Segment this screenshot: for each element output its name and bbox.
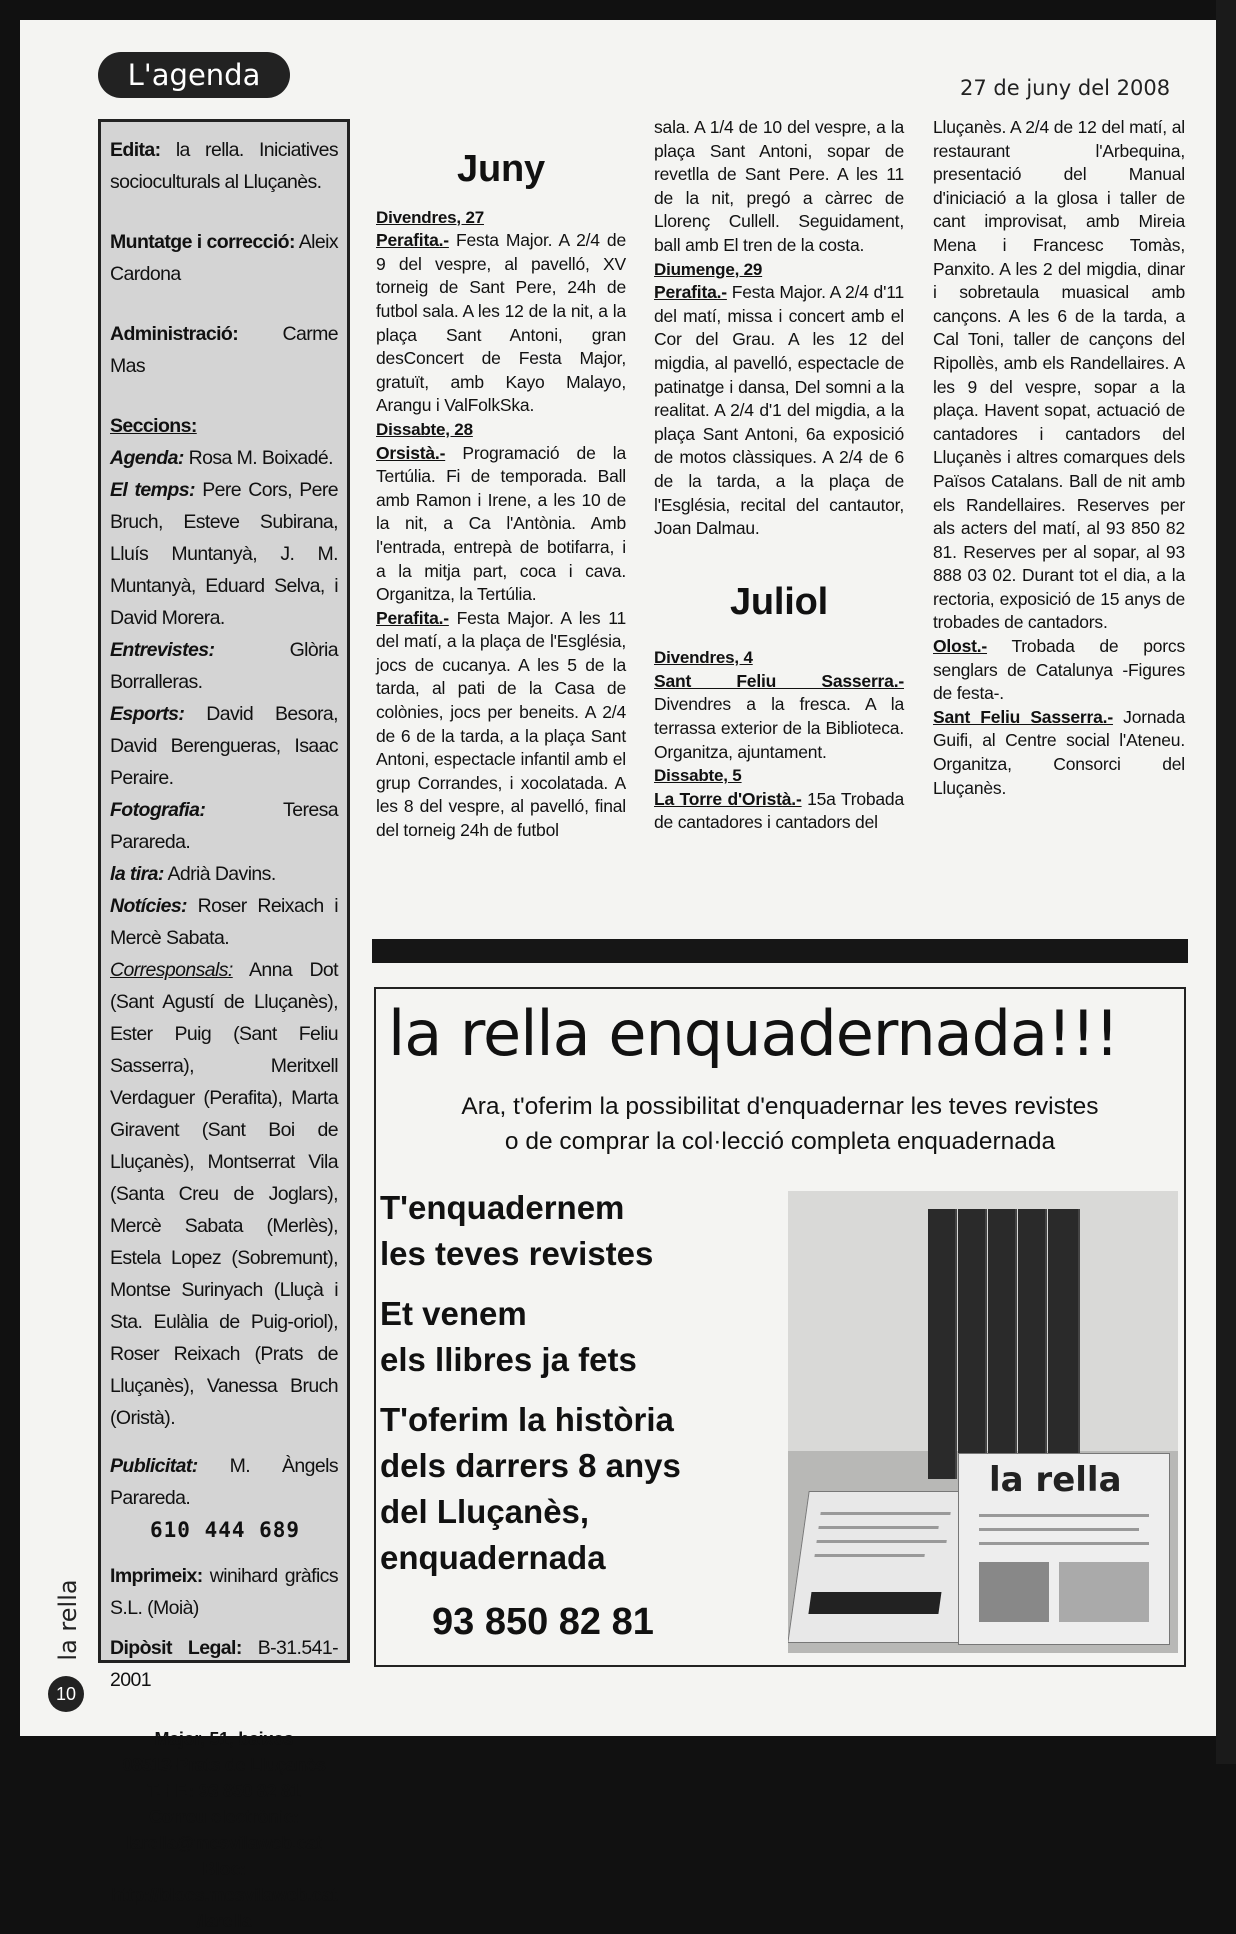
credit-muntatge: Muntatge i correcció: Aleix Cardona (110, 231, 338, 285)
date-heading: Divendres, 4 (654, 648, 753, 668)
credit-edita: Edita: la rella. Iniciatives socioculturals al Lluçanès. (110, 139, 338, 193)
book-spine (988, 1209, 1017, 1479)
credit-imprimeix: Imprimeix: winihard gràfics S.L. (Moià) (110, 1565, 338, 1619)
agenda-column-2 (654, 116, 904, 835)
month-heading-juliol: Juliol (729, 580, 829, 623)
seccions-heading: Seccions: (110, 415, 197, 437)
credit-noticies: Notícies: Roser Reixach i Mercè Sabata. (110, 895, 338, 949)
divider-bar (372, 939, 1188, 963)
email-link[interactable]: larella@mesvilaweb.cat (126, 1833, 322, 1853)
contact-address: Major, 51, baixos 08513-Prats de Lluçanès T. i F.: 93 850 82 81 Correu electrònic: larella@mesvilaweb.cat Bloc: http://blocs.mesvilaweb.cat /larella (111, 1729, 337, 1931)
credit-corresponsals: Corresponsals: Anna Dot (Sant Agustí de Lluçanès), Ester Puig (Sant Feliu Sasserra), Meritxell Verdaguer (Perafita), Marta Giravent (Sant Boi de Lluçanès), Montserrat Vila (Santa Creu de Joglars), Mercè Sabata (Merlès), Estela Lopez (Sobremunt), Montse Surinyach (Lluçà i Sta. Eulàlia de Puig-oriol), Roser Reixach (Prats de Lluçanès), Vanessa Bruch (Oristà). (110, 959, 338, 1429)
agenda-entry: Orsistà.- Programació de la Tertúlia. Fi de temporada. Ball amb Ramon i Irene, a les 10 de la nit, a Ca l'Antònia. Amb l'entrada, entrepà de botifarra, i a la mitja part, coca i cava. Organitza, la Tertúlia. (376, 442, 626, 605)
credit-diposit: Dipòsit Legal: B-31.541-2001 (110, 1637, 338, 1691)
credit-administracio: Administració: Carme Mas (110, 323, 338, 377)
credit-agenda: Agenda: Rosa M. Boixadé. (110, 447, 333, 469)
credit-temps: El temps: Pere Cors, Pere Bruch, Esteve Subirana, Lluís Muntanyà, J. M. Muntanyà, Eduard Selva, i David Morera. (110, 479, 338, 629)
agenda-entry: Perafita.- Festa Major. A les 11 del matí, a la plaça de l'Església, jocs de cucanya. A les 5 de la tarda, al pati de la Casa de colònies, jocs per beneits. A 2/4 de 6 de la tarda, a la plaça Sant Antoni, espectacle infantil amb el grup Corrandes, i xocolatada. A les 8 del vespre, al pavelló, final del torneig 24h de futbol (376, 607, 626, 841)
agenda-entry-continued: Lluçanès. A 2/4 de 12 del matí, al restaurant l'Arbequina, presentació del Manual d'iniciació a la glosa i taller de cant improvisat, amb Mireia Mena i Francesc Tomàs, Panxito. A les 2 del migdia, dinar i sobretaula muasical amb cançons. A les 6 de la tarda, a Cal Toni, taller de cançons del Ripollès, amb els Randellaires. A les 9 del vespre, sopar a la plaça. Havent sopat, actuació de cantadores i cantadors del Lluçanès i altres comarques dels Països Catalans. Ball de nit amb els Randellaires. Reserves per als acters del matí, al 93 850 82 81. Reserves per al sopar, al 93 888 03 02. Durant tot el dia, a la rectoria, exposició de 15 anys de trobades de cantadors. (933, 117, 1185, 633)
book-spine (1018, 1209, 1047, 1479)
agenda-entry: Perafita.- Festa Major. A 2/4 d'11 del matí, missa i concert amb el Cor del Grau. A les 12 del migdia, al pavelló, espectacle de patinatge i dansa, Del somni a la realitat. A 2/4 d'1 del migdia, a la plaça Sant Antoni, 6a exposició de motos clàssiques. A 2/4 de 6 de la tarda, a la plaça de l'Església, recital del cantautor, Joan Dalmau. (654, 282, 904, 539)
book-spine (1048, 1209, 1080, 1479)
issue-date: 27 de juny del 2008 (960, 76, 1171, 100)
credits-sidebar (98, 119, 350, 1931)
ad-subtitle: Ara, t'oferim la possibilitat d'enquadernar les teves revistes o de comprar la col·lecció completa enquadernada (461, 1093, 1099, 1155)
ad-offers: T'enquadernem les teves revistes Et venem els llibres ja fets T'oferim la història dels darrers 8 anys del Lluçanès, enquadernada (380, 1189, 681, 1576)
agenda-column-3 (933, 116, 1185, 800)
magazine-cover: la rella (958, 1453, 1170, 1645)
agenda-entry: Sant Feliu Sasserra.- Divendres a la fresca. A la terrassa exterior de la Biblioteca. Organitza, ajuntament. (654, 670, 904, 762)
agenda-entry: Perafita.- Festa Major. A 2/4 de 9 del vespre, al pavelló, XV torneig de Sant Pere, 24h de futbol sala. A les 12 de la nit, a la plaça Sant Antoni, gran desConcert de Festa Major, gratuït, amb Kayo Malayo, Arangu i ValFolkSka. (376, 230, 626, 416)
date-heading: Diumenge, 29 (654, 259, 763, 279)
date-heading: Divendres, 27 (376, 207, 484, 227)
blog-link[interactable]: http://blocs.mesvilaweb.cat (111, 1885, 337, 1905)
page-edge (1216, 0, 1236, 1764)
credit-tira: la tira: Adrià Davins. (110, 863, 276, 885)
agenda-entry: Olost.- Trobada de porcs senglars de Catalunya -Figures de festa-. (933, 636, 1185, 704)
credit-entrevistes: Entrevistes: Glòria Borralleras. (110, 639, 338, 693)
month-heading-juny: Juny (457, 148, 545, 190)
magazine-name-vertical: la rella (54, 1579, 82, 1661)
bound-volumes-photo (788, 1191, 1178, 1653)
binding-advertisement (374, 987, 1186, 1667)
book-spine (928, 1209, 957, 1479)
page-number: 10 (48, 1676, 84, 1712)
agenda-entry: Sant Feliu Sasserra.- Jornada Guifi, al Centre social l'Ateneu. Organitza, Consorci del Lluçanès. (933, 706, 1185, 798)
date-heading: Dissabte, 28 (376, 419, 473, 439)
section-tag: L'agenda (98, 52, 290, 98)
credit-fotografia: Fotografia: Teresa Parareda. (110, 799, 338, 853)
ad-phone: 93 850 82 81 (432, 1601, 654, 1643)
agenda-entry: La Torre d'Oristà.- 15a Trobada de cantadores i cantadors del (654, 788, 904, 833)
date-heading: Dissabte, 5 (654, 766, 742, 786)
credit-publicitat: Publicitat: M. Àngels Parareda. (110, 1455, 338, 1509)
agenda-entry-continued: sala. A 1/4 de 10 del vespre, a la plaça Sant Antoni, sopar de revetlla de Sant Pere. A les 11 de la nit, pregó a càrrec de Llorenç Cullell. Seguidament, ball amb El tren de la costa. (654, 117, 904, 255)
book-spine (958, 1209, 987, 1479)
publicitat-phone: 610 444 689 (150, 1518, 301, 1542)
ad-title: la rella enquadernada!!! (388, 997, 1119, 1070)
open-magazine (788, 1491, 981, 1643)
agenda-column-1 (376, 148, 626, 843)
credit-esports: Esports: David Besora, David Berengueras, Isaac Peraire. (110, 703, 338, 789)
